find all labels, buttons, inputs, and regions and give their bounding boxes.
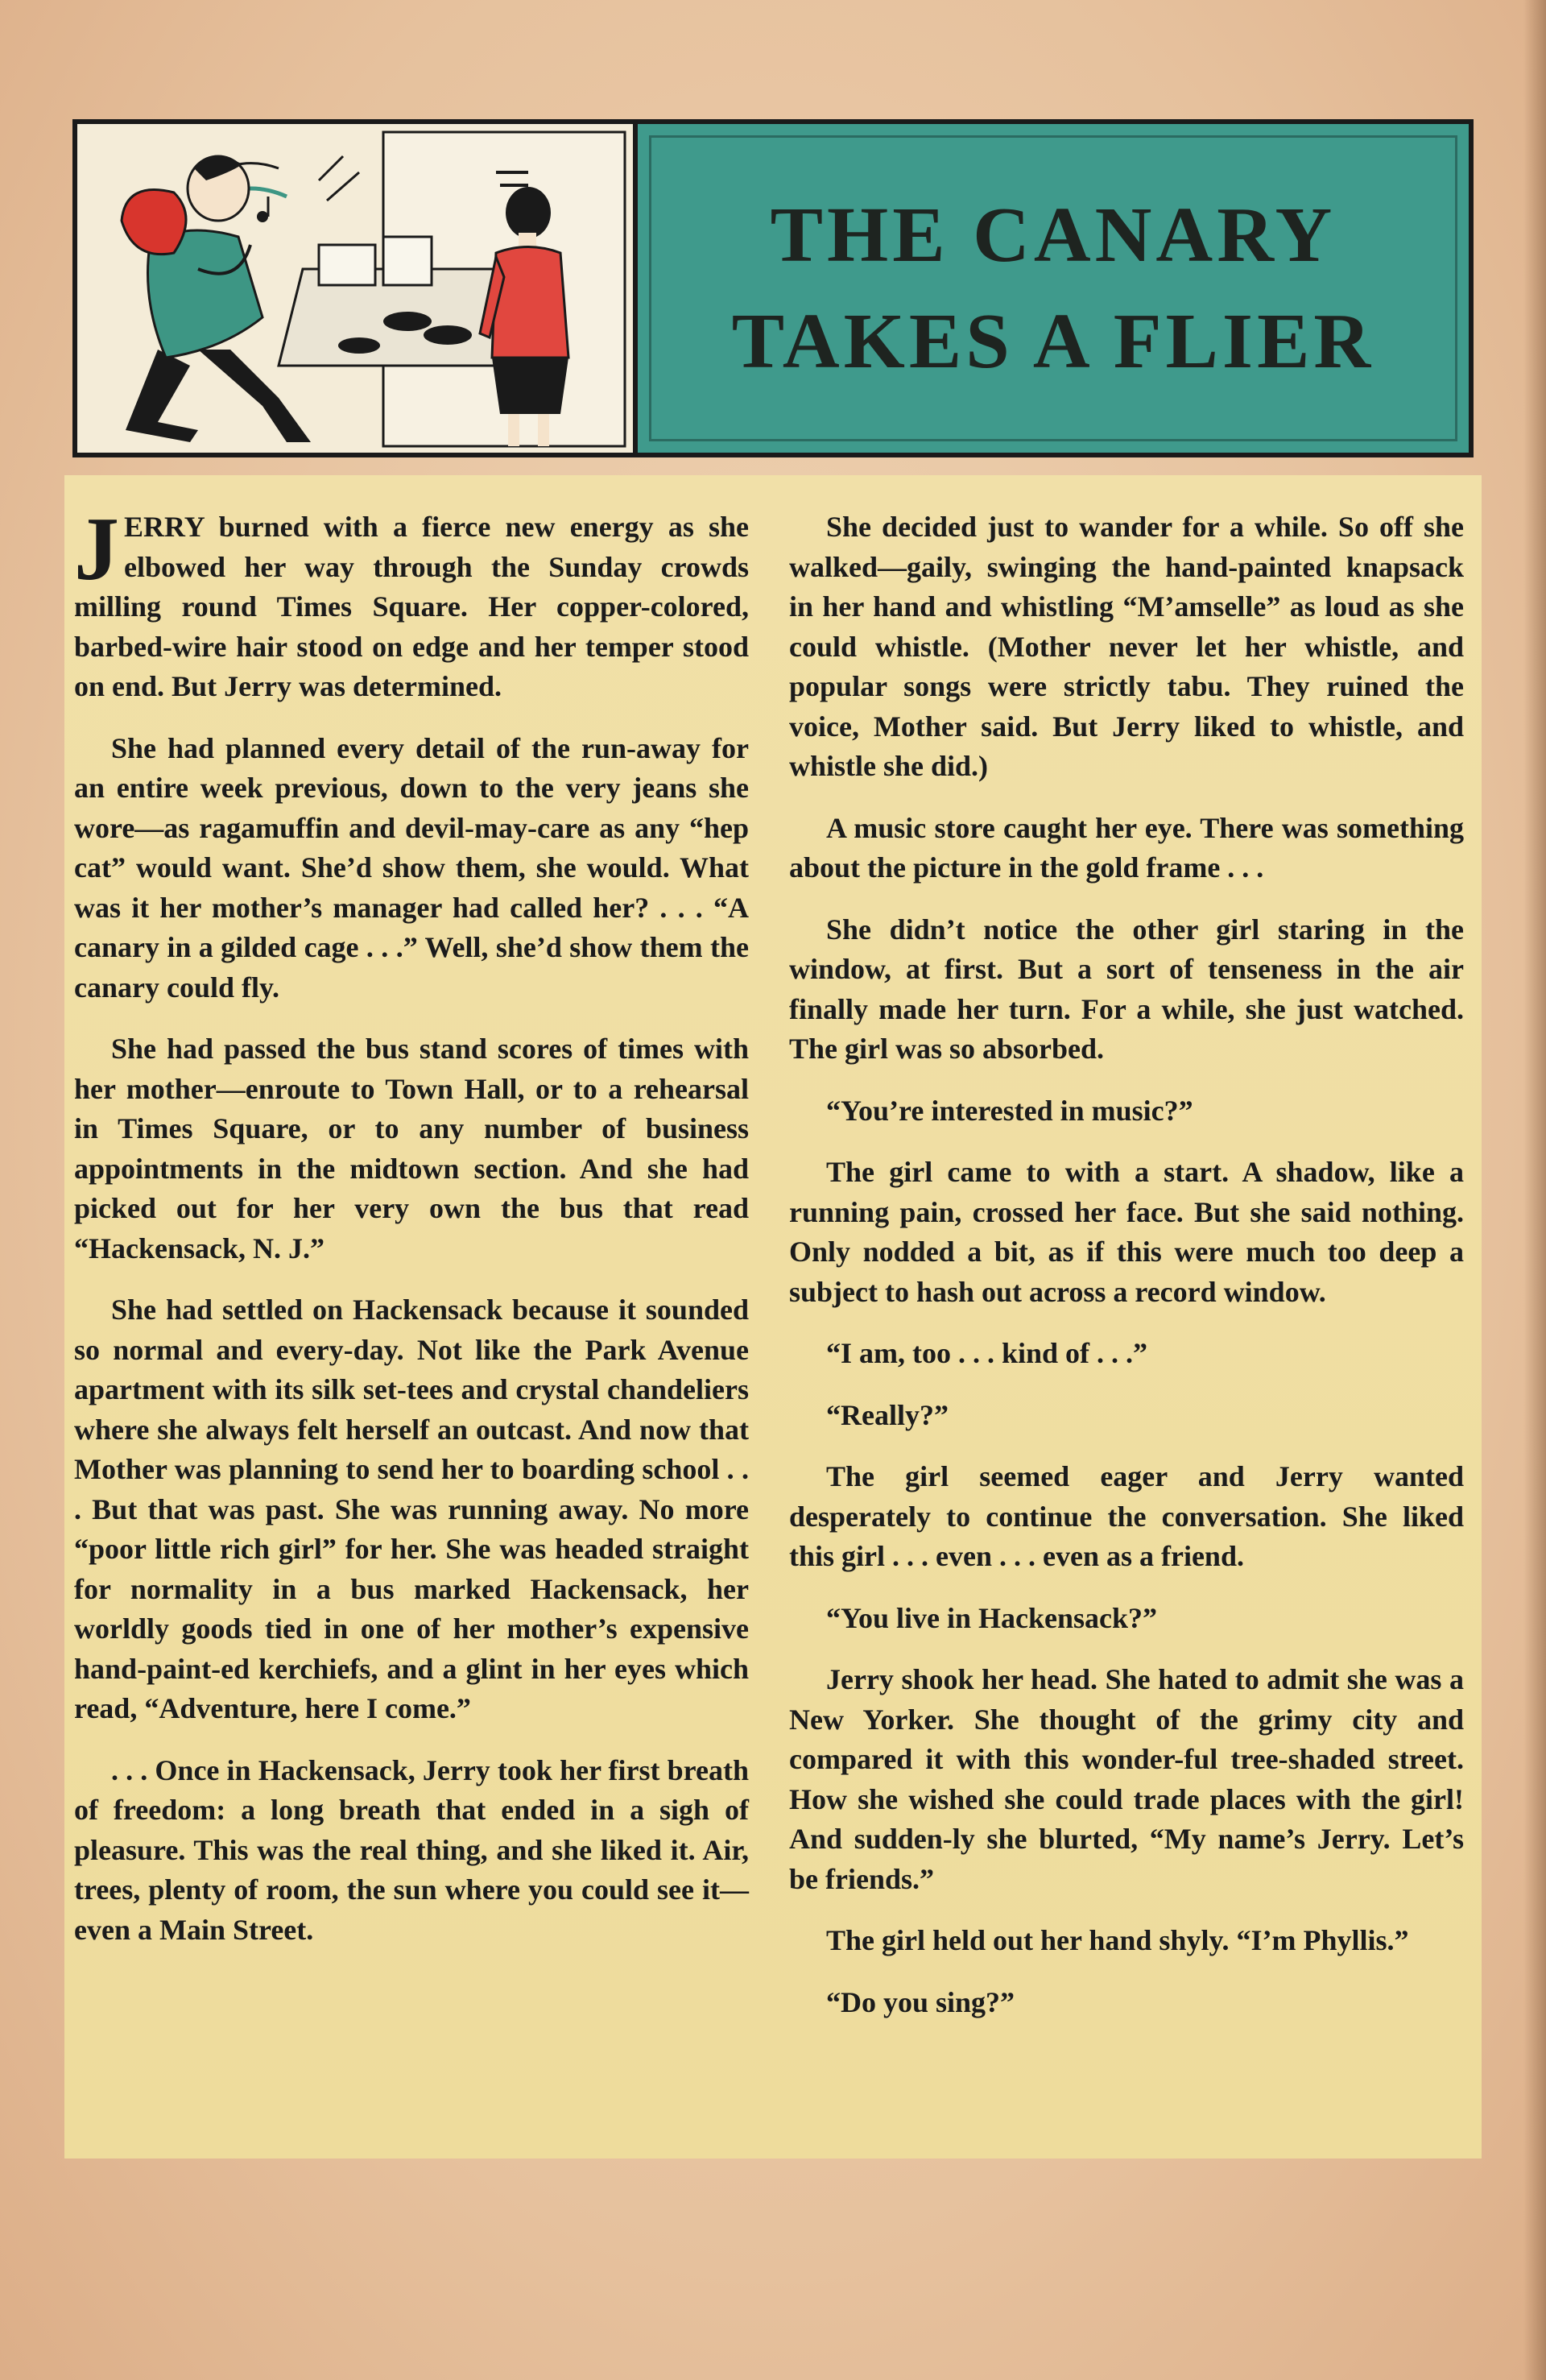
paragraph: [74, 499, 749, 707]
left-column: [74, 499, 749, 1972]
paragraph: She had settled on Hackensack because it sounded so normal and every-day. Not like the Park Avenue apartment with its silk set-tees and crystal chandeliers where she always felt herself an outcast. And now that Mother was planning to send her to boarding school . . . But that was past. She was running away. No more “poor little rich girl” for her. She was headed straight for normality in a bus marked Hackensack, her worldly goods tied in one of her mother’s expensive hand-paint-ed kerchiefs, and a glint in her eyes which read, “Adventure, here I come.”: [74, 1293, 749, 1724]
story-header: [72, 119, 1474, 457]
story-illustration: [77, 124, 633, 453]
paragraph: “I am, too . . . kind of . . .”: [826, 1337, 1148, 1369]
right-column: [789, 507, 1464, 2044]
story-title-line-2: TAKES A FLIER: [731, 298, 1375, 385]
paragraph: A music store caught her eye. There was something about the picture in the gold frame . . .: [789, 811, 1464, 884]
paragraph: She had planned every detail of the run-away for an entire week previous, down to the very jeans she wore—as ragamuffin and devil-may-care as any “hep cat” would want. She’d show them, she would. What was it her mother’s manager had called her? . . . “A canary in a gilded cage . . .” Well, she’d show them the canary could fly.: [74, 731, 749, 1004]
story-title: [732, 182, 1374, 395]
paragraph: She didn’t notice the other girl staring in the window, at first. But a sort of tenseness in the air finally made her turn. For a while, she just watched. The girl was so absorbed.: [789, 913, 1464, 1065]
paragraph: The girl held out her hand shyly. “I’m Phyllis.”: [826, 1924, 1409, 1956]
paragraph: The girl seemed eager and Jerry wanted desperately to continue the conversation. She liked this girl . . . even . . . even as a friend.: [789, 1460, 1464, 1572]
paragraph: She had passed the bus stand scores of times with her mother—enroute to Town Hall, or to a rehearsal in Times Square, or to any number of business appointments in the midtown section. And she had picked out for her very own the bus that read “Hackensack, N. J.”: [74, 1033, 749, 1265]
paragraph: “You’re interested in music?”: [826, 1094, 1193, 1127]
paragraph-text: ERRY burned with a fierce new energy as she elbowed her way through the Sunday crowds milling round Times Square. Her copper-colored, barbed-wire hair stood on edge and her temper stood on end. But Jerry was determined.: [74, 511, 749, 702]
paragraph: “Really?”: [826, 1398, 949, 1431]
story-title-line-1: THE CANARY: [770, 192, 1337, 279]
title-panel: [638, 124, 1469, 453]
page-edge-shadow: [1523, 0, 1546, 2380]
paragraph: The girl came to with a start. A shadow, like a running pain, crossed her face. But she said nothing. Only nodded a bit, as if this were much too deep a subject to hash out across a record window.: [789, 1156, 1464, 1308]
paragraph: Jerry shook her head. She hated to admit she was a New Yorker. She thought of the grimy city and compared it with this wonder-ful tree-shaded street. How she wished she could trade places with the girl! And sudden-ly she blurted, “My name’s Jerry. Let’s be friends.”: [789, 1663, 1464, 1895]
illustration-panel: [77, 124, 638, 453]
drop-cap: J: [74, 499, 119, 599]
paragraph: “You live in Hackensack?”: [826, 1601, 1158, 1634]
paragraph: “Do you sing?”: [826, 1985, 1015, 2018]
paragraph: She decided just to wander for a while. So off she walked—gaily, swinging the hand-painted knapsack in her hand and whistling “M’amselle” as loud as she could whistle. (Mother never let her whistle, and popular songs were strictly tabu. They ruined the voice, Mother said. But Jerry liked to whistle, and whistle she did.): [789, 511, 1464, 782]
paragraph: . . . Once in Hackensack, Jerry took her first breath of freedom: a long breath that ended in a sigh of pleasure. This was the real thing, and she liked it. Air, trees, plenty of room, the sun where you could see it—even a Main Street.: [74, 1753, 749, 1946]
